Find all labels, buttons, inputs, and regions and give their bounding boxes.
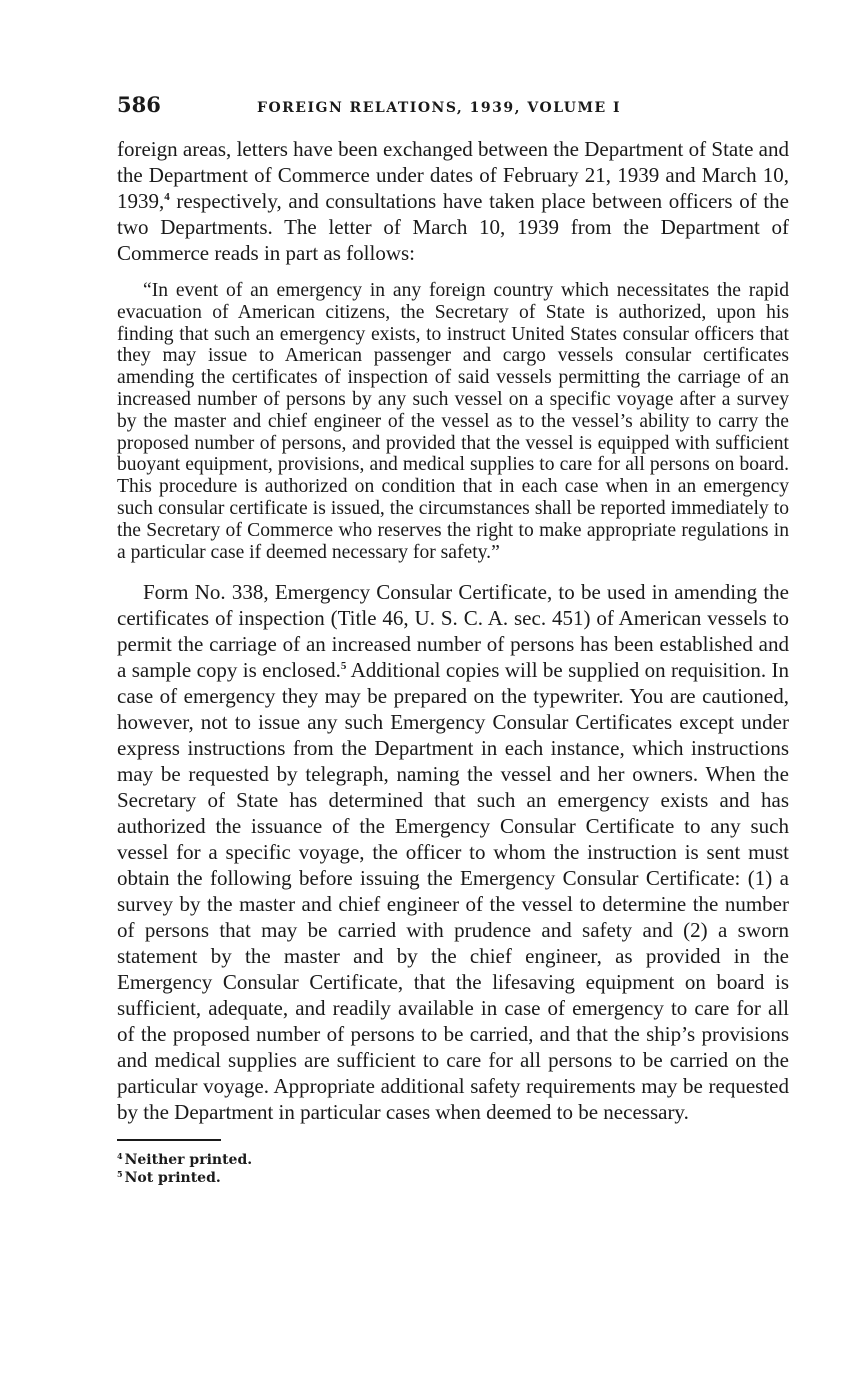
footnote-reference: 5 xyxy=(340,660,347,673)
footnote-divider xyxy=(117,1139,221,1141)
document-page xyxy=(117,92,789,1187)
footnote xyxy=(117,1151,789,1169)
paragraph-continuation xyxy=(117,136,789,266)
footnote-text: Not printed. xyxy=(124,1170,221,1187)
paragraph-form-338 xyxy=(117,579,789,1125)
footnote-marker: 4 xyxy=(117,1151,123,1162)
footnote xyxy=(117,1169,789,1187)
paragraph-text: Additional copies will be supplied on requisition. In case of emergency they may be prepared on the typewriter. You are cautioned, however, not to issue any such Emergency Consular Certificates except under express instructions from the Department in each instance, which instructions may be requested by telegraph, naming the vessel and her owners. When the Secretary of State has determined that such an emergency exists and has authorized the issuance of the Emergency Consular Certificate to any such vessel for a specific voyage, the officer to whom the instruction is sent must obtain the following before issuing the Emergency Consular Certificate: (1) a survey by the master and chief engineer of the vessel to determine the number of persons that may be carried with prudence and safety and (2) a sworn statement by the master and by the chief engineer, as provided in the Emergency Consular Certificate, that the lifesaving equipment on board is sufficient, adequate, and readily available in case of emergency to care for all of the proposed number of persons to be carried, and that the ship’s provisions and medical supplies are sufficient to care for all persons to be carried on the particular voyage. Appropriate additional safety requirements may be requested by the Department in particular cases when deemed to be necessary. xyxy=(117,658,789,1125)
running-head xyxy=(117,92,789,122)
running-head-title: FOREIGN RELATIONS, 1939, VOLUME I xyxy=(257,100,622,116)
footnote-reference: 4 xyxy=(164,191,170,203)
block-quote: “In event of an emergency in any foreign country which necessitates the rapid evacuation of American citizens, the Secretary of State is authorized, upon his finding that such an emergency exists, to instruct United States consular officers that they may issue to American passenger and cargo vessels consular certificates amending the certificates of inspection of said vessels permitting the carriage of an increased number of persons by any such vessel on a specific voyage after a survey by the master and chief engineer of the vessel as to the vessel’s ability to carry the proposed number of persons, and provided that the vessel is equipped with sufficient buoyant equipment, provisions, and medical supplies to care for all persons on board. This procedure is authorized on condition that in each case when in an emergency such consular certificate is issued, the circumstances shall be reported immediately to the Secretary of Commerce who reserves the right to make appropriate regulations in a particular case if deemed necessary for safety.” xyxy=(117,280,789,563)
paragraph-text: Form No. 338, Emergency Consular Certificate, to be used in amending the certificates of inspection (Title 46, U. S. C. A. sec. 451) of American vessels to permit the carriage of an increased number of persons has been established and a sample copy is enclosed. xyxy=(117,580,789,683)
footnote-marker: 5 xyxy=(117,1169,123,1180)
page-number: 586 xyxy=(117,92,161,117)
paragraph-text: foreign areas, letters have been exchanged between the Department of State and the Department of Commerce under dates of February 21, 1939 and March 10, 1939, xyxy=(117,137,789,213)
footnote-text: Neither printed. xyxy=(124,1152,253,1169)
paragraph-text: respectively, and consultations have taken place between officers of the two Departments. The letter of March 10, 1939 from the Department of Commerce reads in part as follows: xyxy=(117,189,789,265)
